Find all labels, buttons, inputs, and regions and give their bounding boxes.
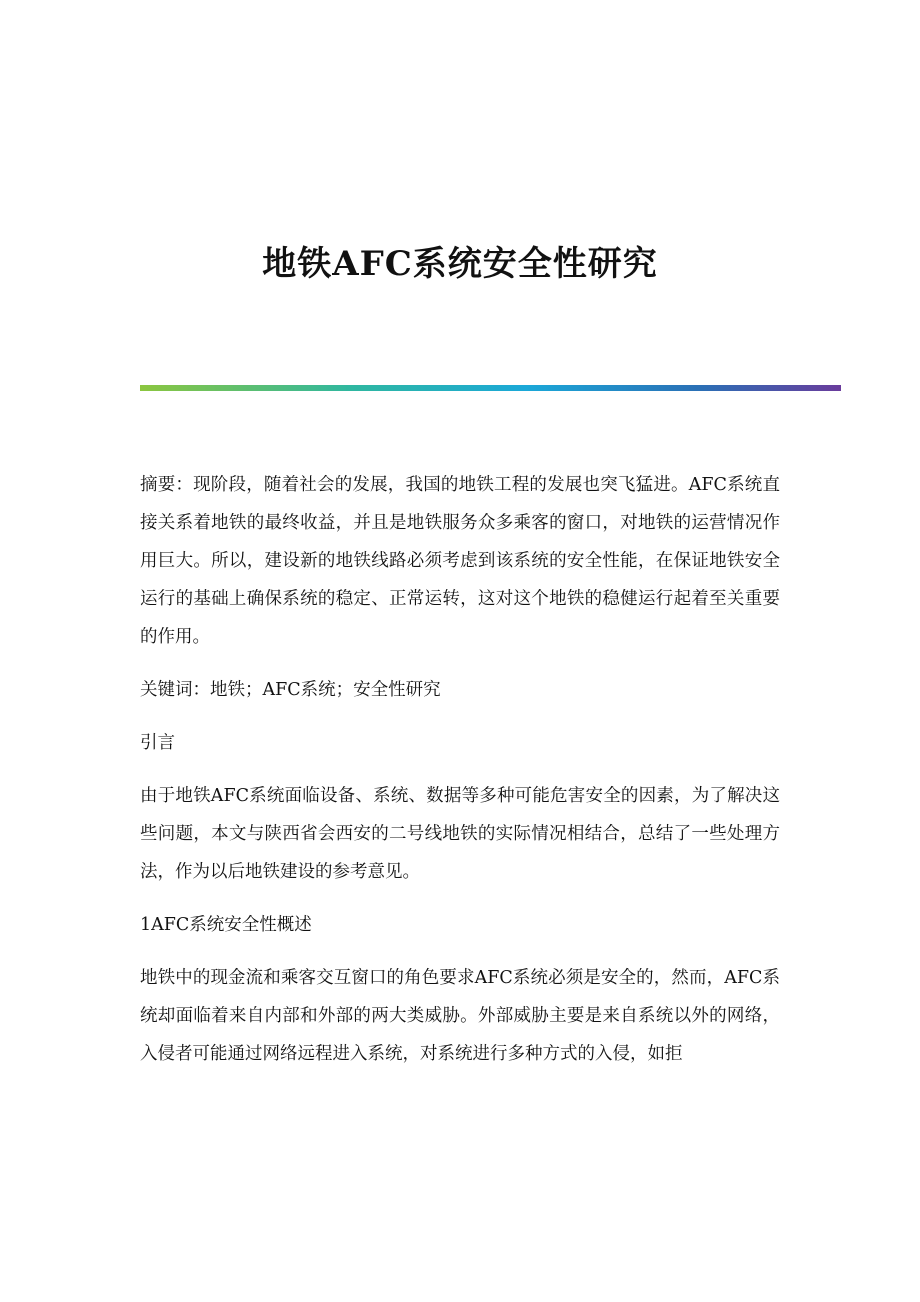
section-heading-overview: 1AFC系统安全性概述 [140,915,312,935]
keywords-paragraph: 关键词：地铁；AFC系统；安全性研究 [140,680,441,700]
abstract-paragraph: 摘要：现阶段，随着社会的发展，我国的地铁工程的发展也突飞猛进。AFC系统直接关系着地铁的最终收益，并且是地铁服务众多乘客的窗口，对地铁的运营情况作用巨大。所以，建设新的地铁线路必须考虑到该系统的安全性能，在保证地铁安全运行的基础上确保系统的稳定、正常运转，这对这个地铁的稳健运行起着至关重要的作用。 [140,475,780,647]
document-title: 地铁AFC系统安全性研究 [262,243,658,284]
introduction-paragraph: 由于地铁AFC系统面临设备、系统、数据等多种可能危害安全的因素，为了解决这些问题，本文与陕西省会西安的二号线地铁的实际情况相结合，总结了一些处理方法，作为以后地铁建设的参考意见。 [140,786,780,882]
section-heading-introduction: 引言 [140,733,175,753]
overview-paragraph: 地铁中的现金流和乘客交互窗口的角色要求AFC系统必须是安全的，然而，AFC系统却面临着来自内部和外部的两大类威胁。外部威胁主要是来自系统以外的网络，入侵者可能通过网络远程进入系统，对系统进行多种方式的入侵，如拒 [140,968,780,1064]
document-body [140,466,780,1073]
title-divider [140,385,841,391]
